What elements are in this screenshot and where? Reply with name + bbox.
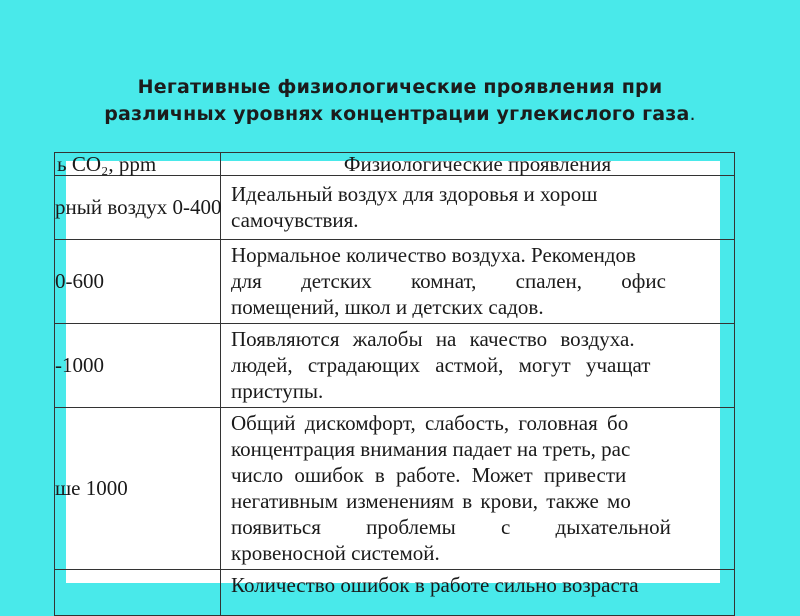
effects-line: для детских комнат, спален, офис [231,269,666,293]
effects-cell [221,408,735,570]
co2-level-line: рный воздух [55,195,168,219]
table-header-row [55,153,735,176]
co2-level-line: 0-400 [172,195,222,219]
effects-line: приступы. [231,379,324,403]
co2-effects-table [54,152,735,616]
slide-title-period: . [689,103,696,125]
table-row [55,240,735,324]
effects-cell [221,176,735,240]
effects-line: самочувствия. [231,208,359,232]
effects-line: Количество ошибок в работе сильно возраста [231,573,639,597]
co2-level-cell [55,176,221,240]
co2-level-cell [55,324,221,408]
slide-title [40,74,760,128]
co2-level-cell [55,240,221,324]
slide-title-line-1: Негативные физиологические проявления при [137,76,663,98]
slide-title-line-2-text: различных уровнях концентрации углекислого газа [104,103,690,125]
effects-line: Общий дискомфорт, слабость, головная бо [231,411,629,435]
co2-table-image [55,152,720,597]
effects-line: Нормальное количество воздуха. Рекомендов [231,243,636,267]
effects-line: людей, страдающих астмой, могут учащат [231,353,651,377]
effects-line: число ошибок в работе. Может привести [231,463,627,487]
table-row [55,570,735,616]
effects-line: появиться проблемы с дыхательной [231,515,671,539]
slide-title-line-2 [40,101,760,128]
co2-level-cell [55,570,221,616]
effects-line: негативным изменениям в крови, также мо [231,489,631,513]
table-row [55,324,735,408]
effects-cell [221,324,735,408]
header-co2-level: ь CO₂, ppm [55,153,221,176]
effects-line: Появляются жалобы на качество воздуха. [231,327,635,351]
effects-line: помещений, школ и детских садов. [231,295,544,319]
effects-line: концентрация внимания падает на треть, рас [231,437,631,461]
table-row [55,408,735,570]
co2-level-value: -1000 [55,353,104,377]
header-physiological-effects: Физиологические проявления [221,153,735,176]
co2-level-value: ше 1000 [55,476,128,500]
effects-line: Идеальный воздух для здоровья и хорош [231,182,598,206]
co2-level-value: 0-600 [55,269,104,293]
co2-level-cell [55,408,221,570]
table-row [55,176,735,240]
effects-line: кровеносной системой. [231,541,440,565]
effects-cell [221,570,735,616]
effects-cell [221,240,735,324]
